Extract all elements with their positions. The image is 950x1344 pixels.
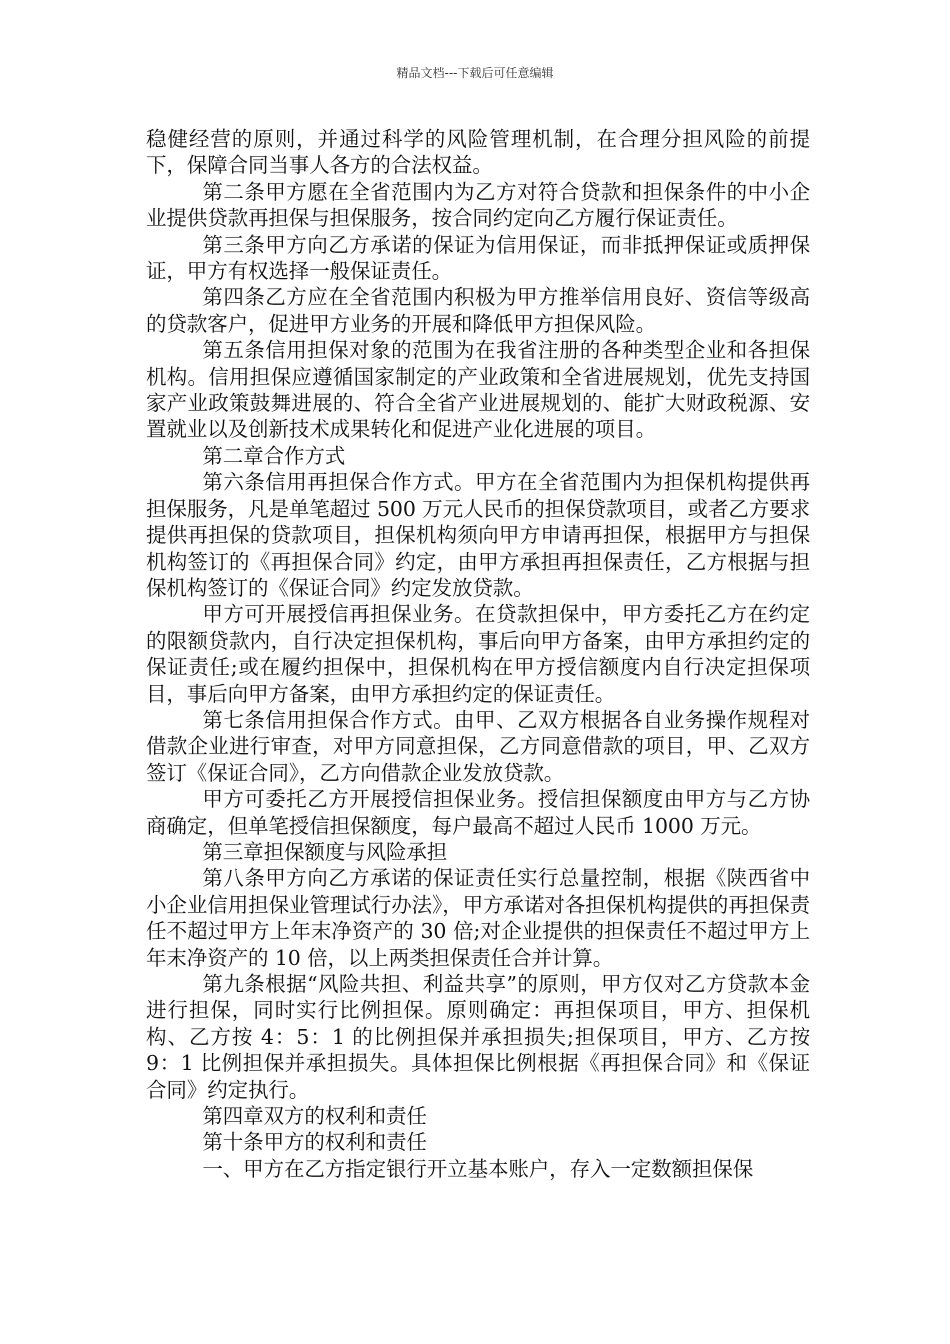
chapter-heading: 第二章合作方式	[202, 443, 346, 468]
paragraph: 甲方可委托乙方开展授信担保业务。授信担保额度由甲方与乙方协商确定，但单笔授信担保额度，每户最高不超过人民币 1000 万元。	[146, 787, 810, 838]
paragraph: 稳健经营的原则，并通过科学的风险管理机制，在合理分担风险的前提下，保障合同当事人各方的合法权益。	[146, 127, 810, 178]
paragraph: 第二条甲方愿在全省范围内为乙方对符合贷款和担保条件的中小企业提供贷款再担保与担保服务，按合同约定向乙方履行保证责任。	[146, 179, 810, 231]
chapter-heading: 第四章双方的权利和责任	[202, 1104, 427, 1129]
chapter-heading: 第三章担保额度与风险承担	[202, 839, 448, 864]
paragraph: 第六条信用再担保合作方式。甲方在全省范围内为担保机构提供再担保服务，凡是单笔超过 500 万元人民币的担保贷款项目，或者乙方要求提供再担保的贷款项目，担保机构须向甲方申请再担保，根据甲方与担保机构签订的《再担保合同》约定，由甲方承担再担保责任，乙方根据与担保机构签订的《保证合同》约定发放贷款。	[146, 470, 810, 600]
document-body	[146, 126, 810, 1182]
paragraph: 第七条信用担保合作方式。由甲、乙双方根据各自业务操作规程对借款企业进行审查，对甲方同意担保，乙方同意借款的项目，甲、乙双方签订《保证合同》，乙方向借款企业发放贷款。	[146, 707, 810, 785]
paragraph: 第四条乙方应在全省范围内积极为甲方推举信用良好、资信等级高的贷款客户，促进甲方业务的开展和降低甲方担保风险。	[146, 285, 810, 336]
article-heading: 第十条甲方的权利和责任	[202, 1130, 427, 1155]
paragraph: 第三条甲方向乙方承诺的保证为信用保证，而非抵押保证或质押保证，甲方有权选择一般保证责任。	[146, 232, 810, 284]
paragraph: 第五条信用担保对象的范围为在我省注册的各种类型企业和各担保机构。信用担保应遵循国家制定的产业政策和全省进展规划，优先支持国家产业政策鼓舞进展的、符合全省产业进展规划的、能扩大财政税源、安置就业以及创新技术成果转化和促进产业化进展的项目。	[146, 338, 810, 442]
paragraph: 第八条甲方向乙方承诺的保证责任实行总量控制，根据《陕西省中小企业信用担保业管理试行办法》，甲方承诺对各担保机构提供的再担保责任不超过甲方上年末净资产的 30 倍;对企业提供的担保责任不超过甲方上年末净资产的 10 倍，以上两类担保责任合并计算。	[146, 866, 810, 970]
paragraph: 第九条根据“风险共担、利益共享”的原则，甲方仅对乙方贷款本金进行担保，同时实行比例担保。原则确定：再担保项目，甲方、担保机构、乙方按 4：5：1 的比例担保并承担损失;担保项目，甲方、乙方按 9：1 比例担保并承担损失。具体担保比例根据《再担保合同》和《保证合同》约定执行。	[146, 972, 810, 1102]
page-header: 精品文档---下载后可任意编辑	[396, 66, 554, 80]
paragraph: 一、甲方在乙方指定银行开立基本账户，存入一定数额担保保	[202, 1156, 754, 1181]
paragraph: 甲方可开展授信再担保业务。在贷款担保中，甲方委托乙方在约定的限额贷款内，自行决定担保机构，事后向甲方备案，由甲方承担约定的保证责任;或在履约担保中，担保机构在甲方授信额度内自行决定担保项目，事后向甲方备案，由甲方承担约定的保证责任。	[146, 602, 810, 706]
